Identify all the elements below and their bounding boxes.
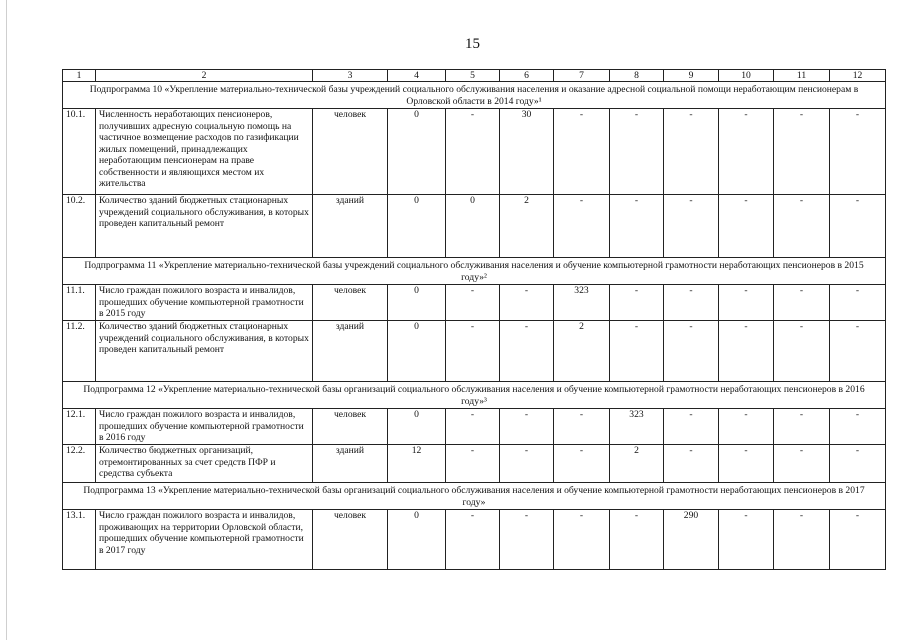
value-cell: - — [719, 109, 774, 195]
row-number: 11.2. — [63, 321, 96, 382]
value-cell: - — [719, 285, 774, 321]
subprogram-row — [63, 82, 886, 109]
indicator-name: Число граждан пожилого возраста и инвалидов, проживающих на территории Орловской области, прошедших обучение компьютерной грамотности в 2017 году — [96, 510, 313, 570]
value-cell: - — [610, 109, 664, 195]
table-row — [63, 321, 886, 382]
value-cell: 0 — [388, 510, 446, 570]
table-row — [63, 409, 886, 445]
value-cell: - — [500, 285, 554, 321]
table-row — [63, 195, 886, 258]
subprogram-row — [63, 483, 886, 510]
column-number: 4 — [388, 70, 446, 82]
value-cell: - — [830, 321, 886, 382]
unit-cell: человек — [313, 109, 388, 195]
page-left-edge — [6, 0, 7, 640]
indicator-name: Численность неработающих пенсионеров, получивших адресную социальную помощь на частичное возмещение расходов по газификации жилых помещений, принадлежащих неработающим пенсионерам на праве собственности и являющихся местом их жительства — [96, 109, 313, 195]
column-number: 3 — [313, 70, 388, 82]
value-cell: - — [830, 510, 886, 570]
value-cell: - — [610, 285, 664, 321]
indicator-name: Число граждан пожилого возраста и инвалидов, прошедших обучение компьютерной грамотности в 2016 году — [96, 409, 313, 445]
value-cell: - — [664, 109, 719, 195]
value-cell: - — [446, 285, 500, 321]
subprogram-title: Подпрограмма 11 «Укрепление материально-технической базы учреждений социального обслуживания населения и обучение компьютерной грамотности неработающих пенсионеров в 2015 году»² — [63, 258, 886, 285]
value-cell: - — [554, 195, 610, 258]
page-number: 15 — [465, 36, 480, 52]
value-cell: - — [446, 445, 500, 483]
value-cell: - — [830, 285, 886, 321]
unit-cell: зданий — [313, 195, 388, 258]
value-cell: 290 — [664, 510, 719, 570]
column-number: 12 — [830, 70, 886, 82]
row-number: 11.1. — [63, 285, 96, 321]
value-cell: - — [610, 510, 664, 570]
value-cell: - — [774, 409, 830, 445]
unit-cell: зданий — [313, 445, 388, 483]
value-cell: - — [830, 195, 886, 258]
column-number: 9 — [664, 70, 719, 82]
table-row — [63, 445, 886, 483]
value-cell: - — [554, 409, 610, 445]
value-cell: - — [719, 409, 774, 445]
value-cell: 2 — [500, 195, 554, 258]
column-number: 2 — [96, 70, 313, 82]
value-cell: 2 — [554, 321, 610, 382]
table-row — [63, 510, 886, 570]
column-number: 10 — [719, 70, 774, 82]
row-number: 10.1. — [63, 109, 96, 195]
row-number: 12.2. — [63, 445, 96, 483]
value-cell: - — [774, 445, 830, 483]
value-cell: - — [664, 285, 719, 321]
subprogram-title: Подпрограмма 13 «Укрепление материально-технической базы организаций социального обслуживания населения и обучение компьютерной грамотности неработающих пенсионеров в 2017 году» — [63, 483, 886, 510]
value-cell: - — [554, 109, 610, 195]
value-cell: - — [664, 409, 719, 445]
subprogram-row — [63, 382, 886, 409]
value-cell: - — [774, 109, 830, 195]
value-cell: 323 — [554, 285, 610, 321]
value-cell: - — [830, 445, 886, 483]
value-cell: 2 — [610, 445, 664, 483]
row-number: 10.2. — [63, 195, 96, 258]
value-cell: - — [664, 321, 719, 382]
value-cell: - — [446, 510, 500, 570]
indicator-name: Количество зданий бюджетных стационарных учреждений социального обслуживания, в которых проведен капитальный ремонт — [96, 321, 313, 382]
column-number-row — [63, 70, 886, 82]
value-cell: - — [664, 445, 719, 483]
column-number: 1 — [63, 70, 96, 82]
value-cell: 0 — [388, 285, 446, 321]
subprogram-row — [63, 258, 886, 285]
column-number: 5 — [446, 70, 500, 82]
value-cell: - — [610, 195, 664, 258]
indicator-name: Количество бюджетных организаций, отремонтированных за счет средств ПФР и средства субъекта — [96, 445, 313, 483]
table-row — [63, 109, 886, 195]
value-cell: - — [830, 109, 886, 195]
indicator-name: Число граждан пожилого возраста и инвалидов, прошедших обучение компьютерной грамотности в 2015 году — [96, 285, 313, 321]
value-cell: 0 — [446, 195, 500, 258]
value-cell: - — [830, 409, 886, 445]
value-cell: 323 — [610, 409, 664, 445]
value-cell: - — [719, 195, 774, 258]
value-cell: - — [500, 321, 554, 382]
value-cell: - — [500, 445, 554, 483]
value-cell: 12 — [388, 445, 446, 483]
value-cell: - — [500, 409, 554, 445]
value-cell: - — [554, 510, 610, 570]
value-cell: - — [774, 321, 830, 382]
row-number: 13.1. — [63, 510, 96, 570]
unit-cell: человек — [313, 409, 388, 445]
value-cell: 0 — [388, 409, 446, 445]
value-cell: - — [774, 195, 830, 258]
value-cell: 0 — [388, 195, 446, 258]
column-number: 8 — [610, 70, 664, 82]
subprogram-title: Подпрограмма 10 «Укрепление материально-технической базы учреждений социального обслуживания населения и оказание адресной социальной помощи неработающим пенсионерам в Орловской области в 2014 году»¹ — [63, 82, 886, 109]
column-number: 6 — [500, 70, 554, 82]
value-cell: - — [554, 445, 610, 483]
value-cell: - — [500, 510, 554, 570]
value-cell: - — [664, 195, 719, 258]
value-cell: - — [774, 510, 830, 570]
value-cell: 0 — [388, 109, 446, 195]
value-cell: - — [610, 321, 664, 382]
value-cell: - — [719, 510, 774, 570]
value-cell: - — [446, 109, 500, 195]
value-cell: 30 — [500, 109, 554, 195]
table-row — [63, 285, 886, 321]
column-number: 11 — [774, 70, 830, 82]
subprogram-title: Подпрограмма 12 «Укрепление материально-технической базы организаций социального обслуживания населения и обучение компьютерной грамотности неработающих пенсионеров в 2016 году»³ — [63, 382, 886, 409]
unit-cell: человек — [313, 510, 388, 570]
unit-cell: зданий — [313, 321, 388, 382]
value-cell: - — [719, 321, 774, 382]
value-cell: - — [774, 285, 830, 321]
indicator-name: Количество зданий бюджетных стационарных учреждений социального обслуживания, в которых проведен капитальный ремонт — [96, 195, 313, 258]
indicator-table — [62, 69, 886, 570]
value-cell: 0 — [388, 321, 446, 382]
unit-cell: человек — [313, 285, 388, 321]
row-number: 12.1. — [63, 409, 96, 445]
value-cell: - — [446, 409, 500, 445]
value-cell: - — [446, 321, 500, 382]
column-number: 7 — [554, 70, 610, 82]
value-cell: - — [719, 445, 774, 483]
